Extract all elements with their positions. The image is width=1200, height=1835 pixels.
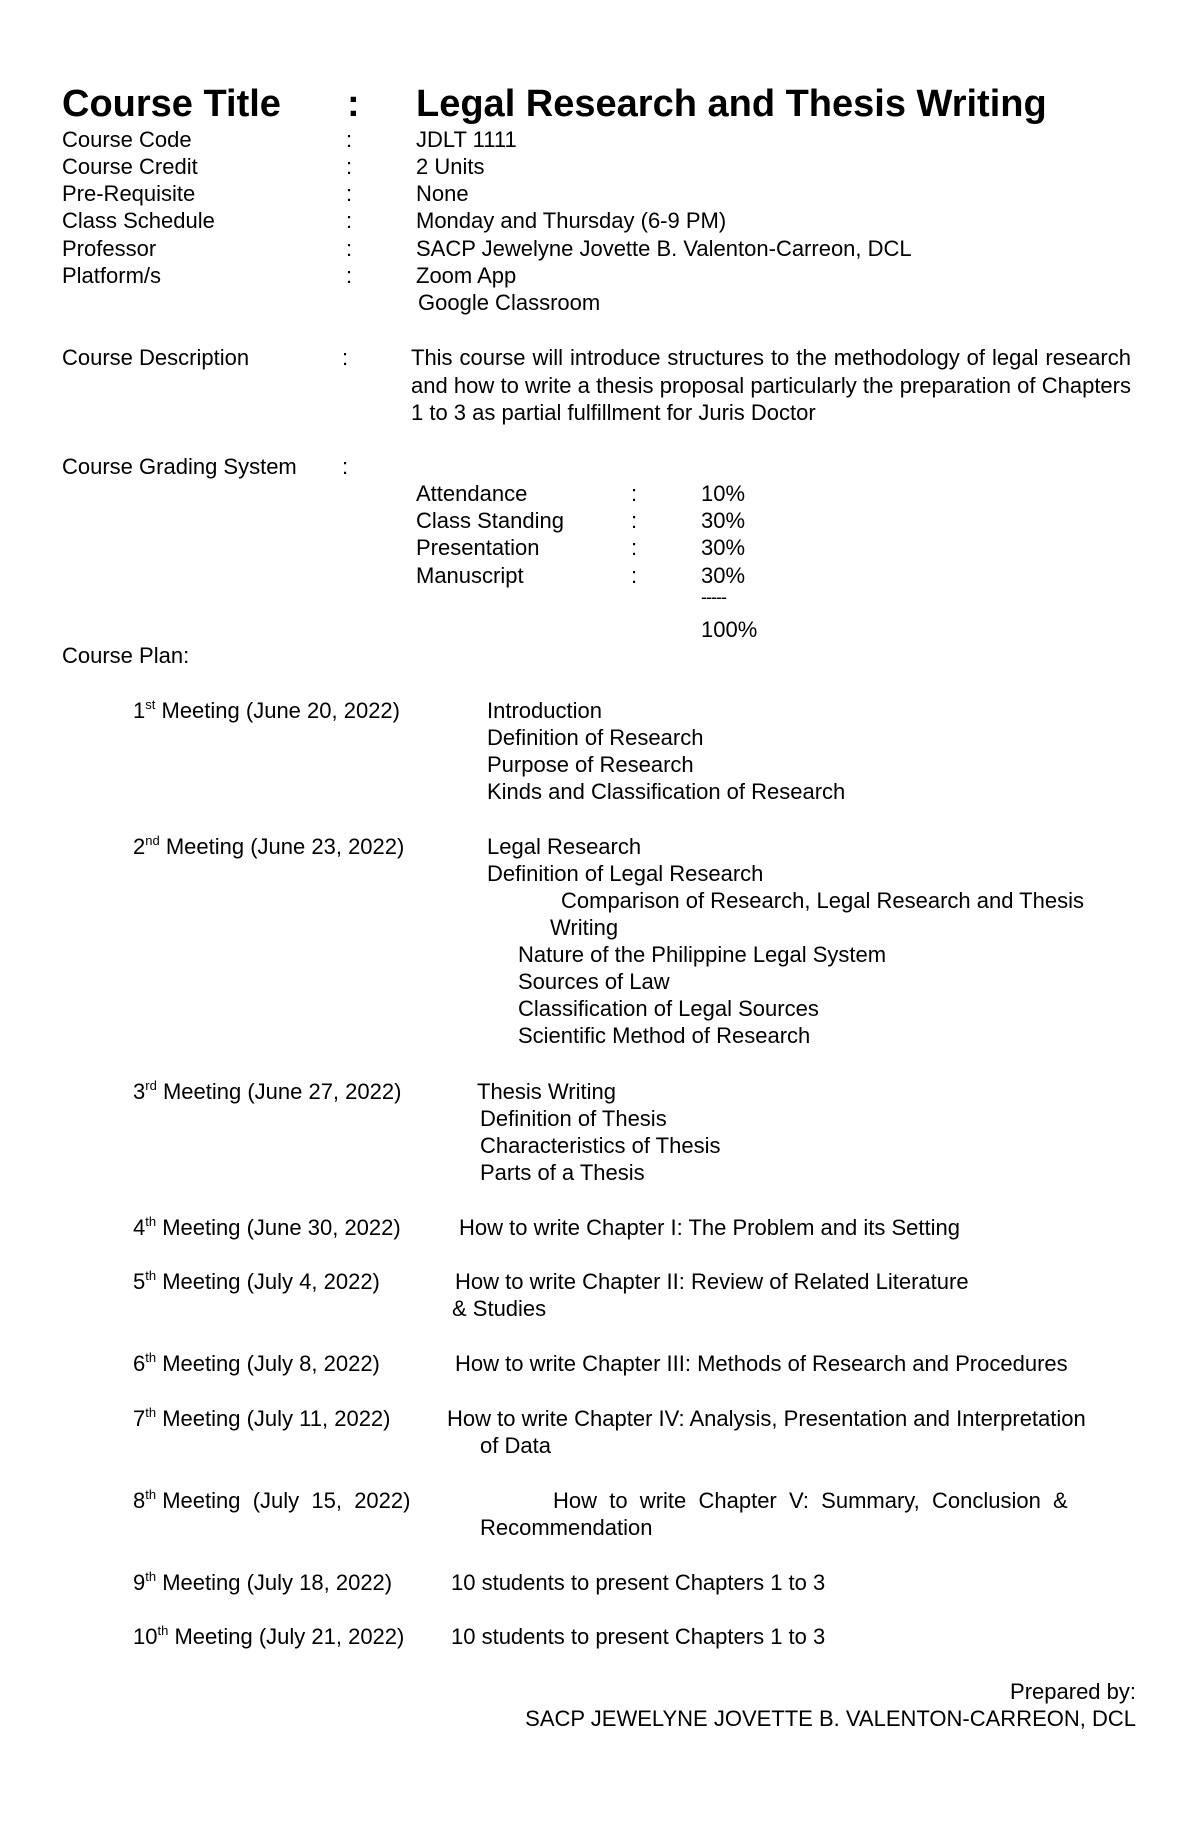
platform-value: Zoom App bbox=[416, 263, 517, 288]
meeting-9-label: 9th Meeting (July 18, 2022) bbox=[133, 1569, 393, 1595]
grade-colon: : bbox=[631, 563, 638, 588]
grade-colon: : bbox=[631, 481, 638, 506]
meeting-topic: How to write Chapter V: Summary, Conclusion & bbox=[553, 1488, 1068, 1513]
meeting-7-label: 7th Meeting (July 11, 2022) bbox=[133, 1405, 391, 1431]
platform-value-extra: Google Classroom bbox=[418, 290, 601, 315]
meeting-topic: Definition of Research bbox=[487, 725, 704, 750]
grading-system-label: Course Grading System bbox=[62, 454, 297, 479]
meeting-topic: Nature of the Philippine Legal System bbox=[518, 942, 887, 967]
grade-total-rule: ----- bbox=[701, 587, 726, 607]
meeting-1-label: 1st Meeting (June 20, 2022) bbox=[133, 697, 400, 723]
meeting-10-label: 10th Meeting (July 21, 2022) bbox=[133, 1623, 405, 1649]
meeting-topic: Classification of Legal Sources bbox=[518, 996, 819, 1021]
meeting-topic: Thesis Writing bbox=[477, 1079, 616, 1104]
meeting-topic: Sources of Law bbox=[518, 969, 670, 994]
grade-total: 100% bbox=[701, 617, 758, 642]
grade-item-name: Class Standing bbox=[416, 508, 564, 533]
prerequisite-value: None bbox=[416, 181, 469, 206]
professor-value: SACP Jewelyne Jovette B. Valenton-Carreon, DCL bbox=[416, 236, 912, 261]
course-credit-value: 2 Units bbox=[416, 154, 485, 179]
info-colon: : bbox=[346, 154, 353, 179]
meeting-2-label: 2nd Meeting (June 23, 2022) bbox=[133, 833, 405, 859]
meeting-topic: Purpose of Research bbox=[487, 752, 694, 777]
meeting-topic: Recommendation bbox=[480, 1515, 653, 1540]
meeting-topic: Parts of a Thesis bbox=[480, 1160, 645, 1185]
course-code-label: Course Code bbox=[62, 127, 192, 152]
course-credit-label: Course Credit bbox=[62, 154, 198, 179]
meeting-topic: Kinds and Classification of Research bbox=[487, 779, 846, 804]
meeting-5-label: 5th Meeting (July 4, 2022) bbox=[133, 1268, 380, 1294]
info-colon: : bbox=[346, 181, 353, 206]
meeting-6-label: 6th Meeting (July 8, 2022) bbox=[133, 1350, 380, 1376]
grade-item-value: 30% bbox=[701, 563, 746, 588]
course-plan-label: Course Plan: bbox=[62, 643, 190, 668]
grade-item-value: 10% bbox=[701, 481, 746, 506]
prepared-by-name: SACP JEWELYNE JOVETTE B. VALENTON-CARREON, DCL bbox=[525, 1706, 1136, 1731]
info-colon: : bbox=[346, 208, 353, 233]
meeting-4-label: 4th Meeting (June 30, 2022) bbox=[133, 1214, 401, 1240]
meeting-topic: How to write Chapter IV: Analysis, Presentation and Interpretation bbox=[447, 1406, 1086, 1431]
platform-label: Platform/s bbox=[62, 263, 162, 288]
class-schedule-value: Monday and Thursday (6-9 PM) bbox=[416, 208, 727, 233]
grade-item-name: Presentation bbox=[416, 535, 540, 560]
grade-item-value: 30% bbox=[701, 508, 746, 533]
info-colon: : bbox=[346, 263, 353, 288]
meeting-topic: How to write Chapter I: The Problem and its Setting bbox=[459, 1215, 960, 1240]
grade-item-name: Attendance bbox=[416, 481, 528, 506]
course-description-label: Course Description bbox=[62, 345, 250, 370]
description-colon: : bbox=[342, 345, 349, 370]
meeting-topic: How to write Chapter II: Review of Related Literature bbox=[455, 1269, 969, 1294]
class-schedule-label: Class Schedule bbox=[62, 208, 215, 233]
course-description-text: This course will introduce structures to the methodology of legal research and how to write a thesis proposal particularly the preparation of Chapters 1 to 3 as partial fulfillment for Juris Doctor bbox=[411, 345, 1131, 425]
meeting-topic: Definition of Thesis bbox=[480, 1106, 667, 1131]
professor-label: Professor bbox=[62, 236, 157, 261]
grading-colon: : bbox=[342, 454, 349, 479]
course-code-value: JDLT 1111 bbox=[416, 127, 517, 152]
grade-colon: : bbox=[631, 535, 638, 560]
meeting-8-label: 8th Meeting (July 15, 2022) bbox=[133, 1487, 411, 1513]
grade-colon: : bbox=[631, 508, 638, 533]
meeting-topic: 10 students to present Chapters 1 to 3 bbox=[451, 1570, 826, 1595]
prepared-by-label: Prepared by: bbox=[1010, 1679, 1136, 1704]
meeting-3-label: 3rd Meeting (June 27, 2022) bbox=[133, 1078, 402, 1104]
meeting-topic: Introduction bbox=[487, 698, 602, 723]
course-title-value: Legal Research and Thesis Writing bbox=[416, 83, 1047, 125]
meeting-topic: How to write Chapter III: Methods of Research and Procedures bbox=[455, 1351, 1068, 1376]
meeting-topic: Characteristics of Thesis bbox=[480, 1133, 721, 1158]
meeting-topic: Comparison of Research, Legal Research and Thesis bbox=[561, 888, 1084, 913]
meeting-topic: & Studies bbox=[452, 1296, 547, 1321]
course-title-colon: : bbox=[347, 83, 360, 125]
prerequisite-label: Pre-Requisite bbox=[62, 181, 196, 206]
grade-item-value: 30% bbox=[701, 535, 746, 560]
meeting-topic: of Data bbox=[480, 1433, 551, 1458]
meeting-topic: Legal Research bbox=[487, 834, 642, 859]
meeting-topic: Definition of Legal Research bbox=[487, 861, 764, 886]
grade-item-name: Manuscript bbox=[416, 563, 524, 588]
meeting-topic: Writing bbox=[550, 915, 619, 940]
info-colon: : bbox=[346, 236, 353, 261]
meeting-topic: Scientific Method of Research bbox=[518, 1023, 811, 1048]
meeting-topic: 10 students to present Chapters 1 to 3 bbox=[451, 1624, 826, 1649]
course-title-label: Course Title bbox=[62, 83, 281, 125]
info-colon: : bbox=[346, 127, 353, 152]
